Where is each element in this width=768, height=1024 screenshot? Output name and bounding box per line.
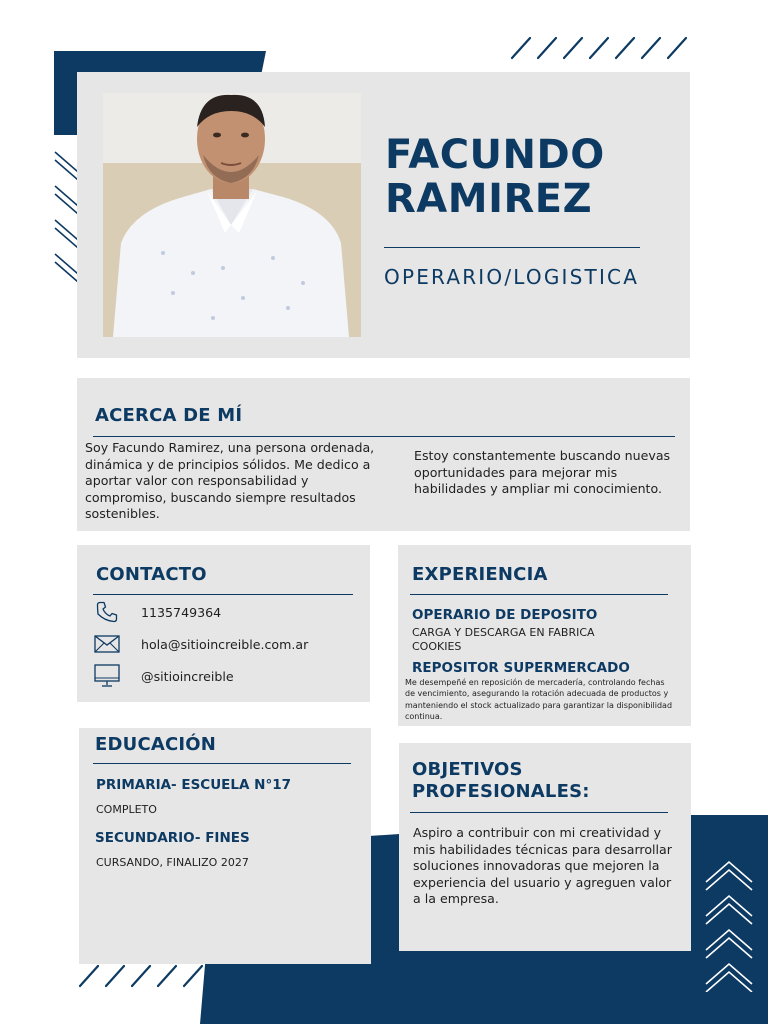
chevron-up-decoration [704,858,754,992]
slash-decoration-top [510,36,692,60]
about-text-col2: Estoy constantemente buscando nuevas oportunidades para mejorar mis habilidades y ampliar mi conocimiento. [414,448,671,496]
contact-email-row [93,630,309,658]
education-item-2-status: CURSANDO, FINALIZO 2027 [96,856,249,869]
job-title-2: REPOSITOR SUPERMERCADO [412,660,630,676]
contact-phone-row [93,598,222,626]
experience-title: EXPERIENCIA [412,564,548,585]
education-item-1-title: PRIMARIA- ESCUELA N°17 [96,777,291,793]
experience-divider [410,594,668,595]
job-desc-2: Me desempeñé en reposición de mercadería, controlando fechas de vencimiento, asegurando la rotación adecuada de productos y manteniendo el stock actualizado para garantizar la disponibilidad continua. [405,678,673,721]
objectives-text: Aspiro a contribuir con mi creatividad y mis habilidades técnicas para desarrollar soluciones innovadoras que mejoren la experiencia del usuario y agreguen valor a la empresa. [413,825,672,906]
contact-phone[interactable]: 1135749364 [141,604,222,620]
mail-icon [93,630,121,658]
education-item-2-title: SECUNDARIO- FINES [95,830,250,846]
job-desc-1-line2: COOKIES [412,640,462,653]
name-first: FACUNDO [385,132,605,178]
contact-web-row [93,662,234,690]
job-title-1: OPERARIO DE DEPOSITO [412,607,598,623]
education-item-1-status: COMPLETO [96,803,157,816]
education-divider [93,763,351,764]
monitor-icon [93,662,121,690]
full-name [385,133,685,221]
contact-title: CONTACTO [96,564,207,585]
name-last: RAMIREZ [385,176,593,222]
about-title: ACERCA DE MÍ [95,405,243,426]
contact-divider [93,594,353,595]
objectives-title-line1: OBJETIVOS [412,759,523,780]
profile-photo [103,93,361,337]
contact-email[interactable]: hola@sitioincreible.com.ar [141,636,309,652]
about-divider [93,436,675,437]
contact-web[interactable]: @sitioincreible [141,668,234,684]
objectives-title [412,759,590,803]
education-title: EDUCACIÓN [95,734,217,755]
about-text-col1: Soy Facundo Ramirez, una persona ordenada, dinámica y de principios sólidos. Me dedico a aportar valor con responsabilidad y compromiso, buscando siempre resultados sostenibles. [85,440,375,521]
phone-icon [93,598,121,626]
slash-decoration-bottom [78,964,208,988]
job-role: OPERARIO/LOGISTICA [384,265,640,289]
name-divider [384,247,640,248]
job-desc-1-line1: CARGA Y DESCARGA EN FABRICA [412,626,595,639]
objectives-divider [410,812,668,813]
objectives-title-line2: PROFESIONALES: [412,781,590,802]
